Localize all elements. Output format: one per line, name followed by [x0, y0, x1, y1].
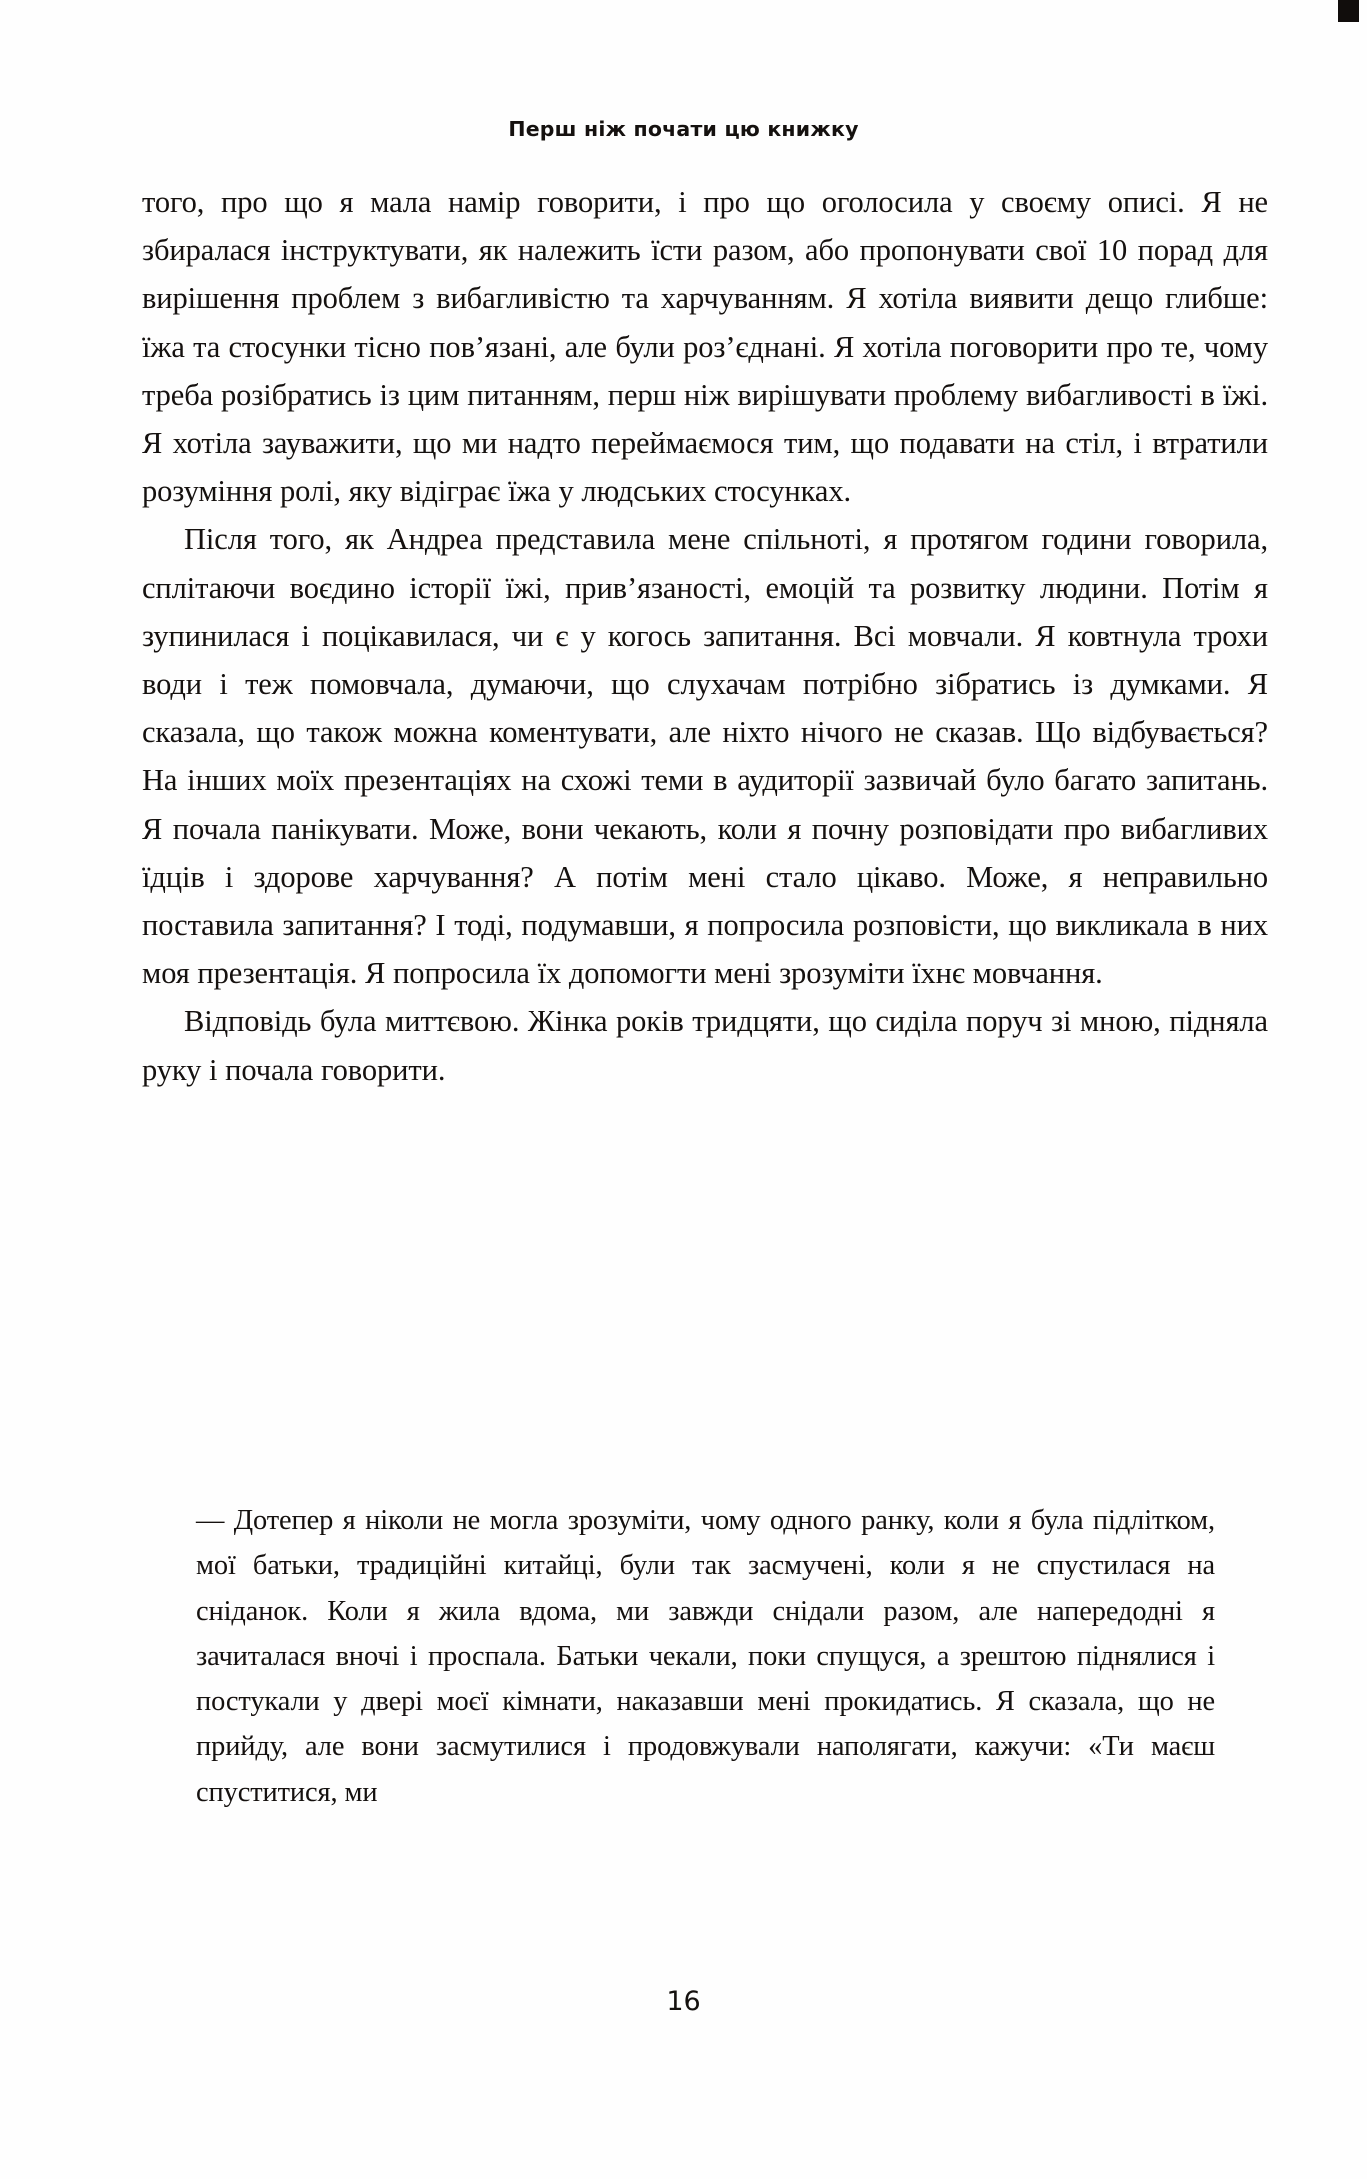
running-head: Перш ніж почати цю книжку: [508, 117, 859, 141]
quoted-speech-block: [196, 1498, 1215, 1815]
body-paragraph: того, про що я мала намір говорити, і про що оголосила у своєму описі. Я не збиралася інструктувати, як належить їсти разом, або пропонувати свої 10 порад для вирішення проблем з вибагливістю та харчуванням. Я хотіла виявити дещо глибше: їжа та стосунки тісно пов’язані, але були роз’єднані. Я хотіла поговорити про те, чому треба розібратись із цим питанням, перш ніж вирішувати проблему вибагливості в їжі. Я хотіла зауважити, що ми надто переймаємося тим, що подавати на стіл, і втратили розуміння ролі, яку відіграє їжа у людських стосунках.: [142, 185, 1268, 509]
body-paragraph: Відповідь була миттєвою. Жінка років тридцяти, що сиділа поруч зі мною, підняла руку і почала говорити.: [142, 1004, 1268, 1087]
page-number: 16: [666, 1986, 701, 2017]
body-paragraph: Після того, як Андреа представила мене спільноті, я протягом години говорила, сплітаючи воєдино історії їжі, прив’язаності, емоцій та розвитку людини. Потім я зупинилася і поцікавилася, чи є у когось запитання. Всі мовчали. Я ковтнула трохи води і теж помовчала, думаючи, що слухачам потрібно зібратись із думками. Я сказала, що також можна коментувати, але ніхто нічого не сказав. Що відбувається? На інших моїх презентаціях на схожі теми в аудиторії зазвичай було багато запитань. Я почала панікувати. Може, вони чекають, коли я почну розповідати про вибагливих їдців і здорове харчування? А потім мені стало цікаво. Може, я неправильно поставила запитання? І тоді, подумавши, я попросила розповісти, що викликала в них моя презентація. Я попросила їх допомогти мені зрозуміти їхнє мовчання.: [142, 522, 1268, 991]
body-text-block: [142, 178, 1268, 1094]
quote-paragraph: — Дотепер я ніколи не могла зрозуміти, чому одного ранку, коли я була підлітком, мої батьки, традиційні китайці, були так засмучені, коли я не спустилася на сніданок. Коли я жила вдома, ми завжди снідали разом, але напередодні я зачиталася вночі і проспала. Батьки чекали, поки спущуся, а зрештою піднялися і постукали у двері моєї кімнати, наказавши мені прокидатись. Я сказала, що не прийду, але вони засмутилися і продовжували наполягати, кажучи: «Ти маєш спуститися, ми: [196, 1505, 1215, 1808]
scan-artifact-mark: [1338, 0, 1359, 22]
